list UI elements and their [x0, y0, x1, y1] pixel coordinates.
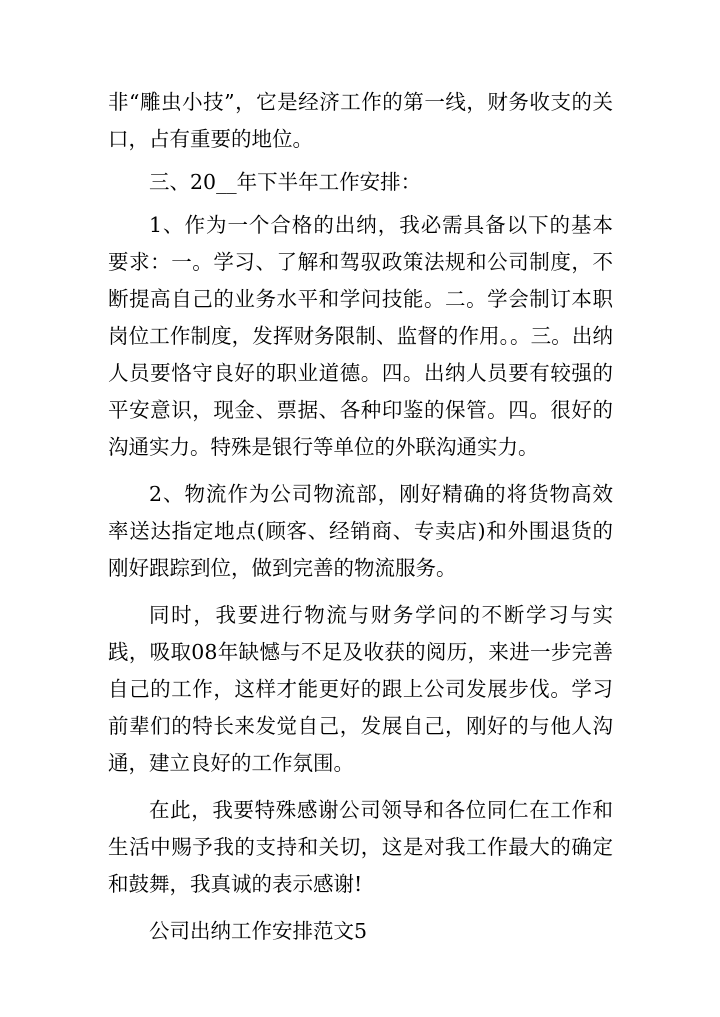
- section-heading-second-half-plan: 三、20__年下半年工作安排：: [149, 170, 422, 194]
- next-section-title: 公司出纳工作安排范文5: [149, 919, 368, 943]
- paragraph-logistics: 2、物流作为公司物流部，刚好精确的将货物高效率送达指定地点(顾客、经销商、专卖店)和外围退货的刚好跟踪到位，做到完善的物流服务。: [108, 482, 613, 580]
- paragraph-cashier-requirements: 1、作为一个合格的出纳，我必需具备以下的基本要求：一。学习、了解和驾驭政策法规和公司制度，不断提高自己的业务水平和学问技能。二。学会制订本职岗位工作制度，发挥财务限制、监督的作用。。三。出纳人员要恪守良好的职业道德。四。出纳人员要有较强的平安意识，现金、票据、各种印鉴的保管。四。很好的沟通实力。特殊是银行等单位的外联沟通实力。: [108, 213, 613, 459]
- paragraph-intro-continuation: 非“雕虫小技”，它是经济工作的第一线，财务收支的关口，占有重要的地位。: [108, 90, 613, 151]
- document-body: [108, 84, 613, 950]
- paragraph-thanks: 在此，我要特殊感谢公司领导和各位同仁在工作和生活中赐予我的支持和关切，这是对我工作最大的确定和鼓舞，我真诚的表示感谢!: [108, 798, 613, 896]
- paragraph-learning: 同时，我要进行物流与财务学问的不断学习与实践，吸取08年缺憾与不足及收获的阅历，来进一步完善自己的工作，这样才能更好的跟上公司发展步伐。学习前辈们的特长来发觉自己，发展自己，刚好的与他人沟通，建立良好的工作氛围。: [108, 603, 613, 775]
